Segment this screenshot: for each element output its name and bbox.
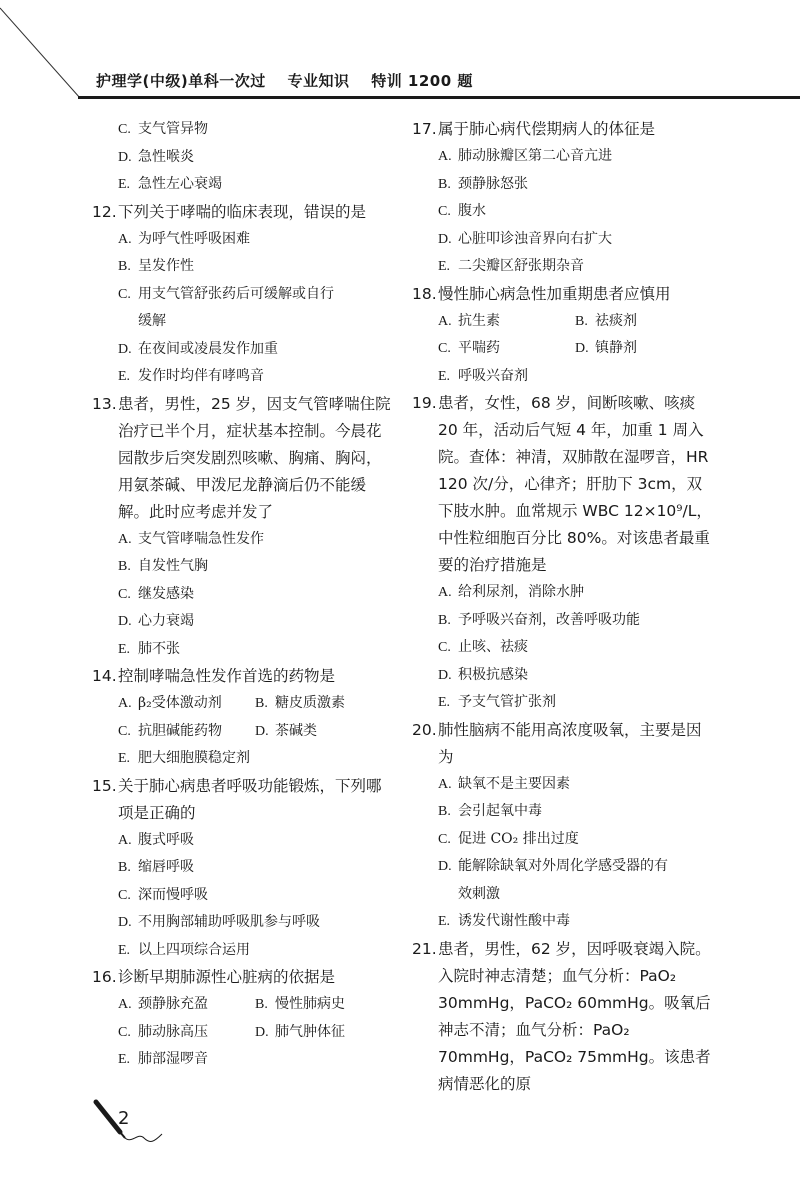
option-letter: B. (118, 860, 131, 875)
option-text: 急性左心衰竭 (138, 176, 222, 192)
option-text: 肺动脉瓣区第二心音亢进 (458, 148, 612, 164)
option-text: 腹水 (458, 203, 486, 219)
option-text: 用支气管舒张药后可缓解或自行 (138, 285, 334, 302)
question-number: 15. (92, 776, 117, 795)
header-subtitle-2: 特训 1200 题 (371, 72, 473, 90)
book-title: 护理学(中级)单科一次过 (96, 72, 266, 90)
question-number: 12. (92, 202, 117, 221)
option-text: 自发性气胸 (138, 558, 208, 574)
question-stem: 下列关于哮喘的临床表现，错误的是 (118, 202, 367, 221)
option-text: 止咳、祛痰 (458, 639, 528, 655)
option-letter: C. (118, 286, 131, 302)
option-text: β₂受体激动剂 (138, 695, 222, 711)
option-letter: E. (118, 942, 131, 958)
option-letter: D. (255, 723, 269, 739)
question-stem: 关于肺心病患者呼吸功能锻炼，下列哪项是正确的 (118, 776, 382, 822)
option-text: 祛痰剂 (595, 312, 637, 329)
option-letter: B. (438, 612, 451, 628)
option-text: 诱发代谢性酸中毒 (458, 913, 570, 929)
option-letter: B. (255, 696, 268, 711)
option-text: 抗生素 (458, 312, 500, 329)
option-letter: A. (118, 696, 132, 711)
option-text: 为呼气性呼吸困难 (138, 230, 250, 247)
option-letter: A. (118, 997, 132, 1012)
option-text-continued: 缓解 (138, 313, 166, 329)
running-header (96, 70, 489, 91)
option-text-continued: 效刺激 (458, 885, 500, 902)
option-text: 能解除缺氧对外周化学感受器的有 (458, 858, 668, 874)
option-letter: B. (118, 559, 131, 574)
option-text: 肺气肿体征 (275, 1023, 345, 1040)
option-letter: D. (118, 341, 132, 357)
option-letter: C. (118, 586, 131, 602)
option-letter: E. (438, 259, 451, 274)
question-stem: 患者，男性，25 岁，因支气管哮喘住院治疗已半个月，症状基本控制。今晨花园散步后突发剧烈咳嗽、胸痛、胸闷，用氨茶碱、甲泼尼龙静滴后仍不能缓解。此时应考虑并发了 (118, 394, 391, 521)
option-letter: C. (438, 341, 451, 356)
option-letter: B. (118, 259, 131, 274)
option-letter: D. (255, 1024, 269, 1040)
question-stem: 慢性肺心病急性加重期患者应慎用 (438, 284, 671, 303)
option-letter: E. (438, 914, 451, 929)
option-text: 以上四项综合运用 (138, 941, 250, 958)
option-letter: C. (118, 122, 131, 137)
option-text: 不用胸部辅助呼吸肌参与呼吸 (138, 914, 320, 930)
question-number: 13. (92, 394, 117, 413)
option-letter: B. (255, 997, 268, 1012)
pen-icon (92, 1098, 172, 1148)
page-number: 2 (118, 1108, 130, 1129)
option-text: 给利尿剂，消除水肿 (458, 584, 584, 600)
question-18 (412, 281, 712, 308)
option-text: 颈静脉充盈 (138, 996, 208, 1012)
header-subtitle-1: 专业知识 (287, 72, 350, 90)
option-text: 支气管异物 (138, 121, 208, 137)
option-letter: D. (575, 341, 589, 356)
option-letter: E. (118, 369, 131, 384)
option-letter: B. (575, 313, 588, 329)
option-letter: D. (438, 859, 452, 874)
option-letter: C. (438, 831, 451, 847)
option-text: 二尖瓣区舒张期杂音 (458, 258, 584, 274)
question-21 (412, 936, 712, 1098)
question-number: 17. (412, 120, 437, 138)
option-letter: D. (118, 149, 132, 165)
option-text: 心力衰竭 (138, 613, 194, 629)
option-letter: E. (118, 1052, 131, 1067)
option-text: 茶碱类 (275, 722, 317, 739)
option-text: 呈发作性 (138, 258, 194, 274)
option-letter: C. (438, 640, 451, 655)
option-text: 呼吸兴奋剂 (458, 367, 528, 384)
option-text: 急性喉炎 (138, 148, 194, 165)
option-text: 颈静脉怒张 (458, 175, 528, 192)
question-19 (412, 390, 712, 579)
option-letter: E. (118, 751, 131, 766)
option-text: 予呼吸兴奋剂，改善呼吸功能 (458, 611, 640, 628)
option-text: 在夜间或凌晨发作加重 (138, 340, 278, 357)
option-text: 深而慢呼吸 (138, 886, 208, 903)
option-text: 予支气管扩张剂 (458, 694, 556, 710)
option-text: 缩唇呼吸 (138, 859, 194, 875)
option-letter: C. (118, 1024, 131, 1040)
question-16 (92, 964, 392, 991)
option-text: 镇静剂 (595, 340, 637, 356)
question-number: 16. (92, 968, 117, 986)
option-letter: A. (118, 231, 132, 247)
option-text: 抗胆碱能药物 (138, 722, 222, 739)
question-number: 20. (412, 720, 437, 739)
option-letter: A. (438, 585, 452, 600)
option-text: 腹式呼吸 (138, 831, 194, 848)
question-20 (412, 717, 712, 771)
question-stem: 患者，女性，68 岁，间断咳嗽、咳痰 20 年，活动后气短 4 年，加重 1 周入院。查体：神清，双肺散在湿啰音，HR 120 次/分，心律齐；肝肋下 3cm，双下肢水肿。血常规示 WBC 12×10⁹/L，中性粒细胞百分比 80%。对该患者最重要的治疗措施是 (438, 394, 712, 574)
option-letter: D. (438, 667, 452, 683)
option-letter: D. (438, 231, 452, 247)
right-column (412, 116, 712, 1098)
option-text: 缺氧不是主要因素 (458, 775, 570, 792)
question-number: 21. (412, 939, 437, 958)
question-13 (92, 391, 392, 526)
option-letter: D. (118, 614, 132, 629)
option-text: 肺部湿啰音 (138, 1051, 208, 1067)
left-column (92, 116, 392, 1074)
option-text: 平喘药 (458, 340, 500, 356)
question-stem: 诊断早期肺源性心脏病的依据是 (118, 968, 336, 986)
option-letter: E. (118, 177, 131, 192)
option-letter: C. (438, 204, 451, 219)
option-letter: C. (118, 887, 131, 903)
option-text: 肺不张 (138, 640, 180, 657)
option-text: 慢性肺病史 (275, 996, 345, 1012)
header-rule (78, 96, 800, 99)
option-letter: E. (438, 368, 451, 384)
option-letter: A. (118, 531, 132, 547)
option-text: 促进 CO₂ 排出过度 (458, 830, 579, 847)
option-text: 发作时均伴有哮鸣音 (138, 368, 264, 384)
question-number: 14. (92, 667, 117, 685)
option-text: 肺动脉高压 (138, 1023, 208, 1040)
option-letter: E. (118, 641, 131, 657)
option-letter: A. (438, 776, 452, 792)
question-number: 19. (412, 394, 437, 412)
question-stem: 控制哮喘急性发作首选的药物是 (118, 667, 336, 685)
option-letter: A. (438, 149, 452, 164)
option-text: 支气管哮喘急性发作 (138, 530, 264, 547)
option-text: 肥大细胞膜稳定剂 (138, 750, 250, 766)
question-stem: 肺性脑病不能用高浓度吸氧，主要是因为 (438, 720, 702, 766)
question-17 (412, 116, 712, 143)
option-letter: A. (438, 313, 452, 329)
question-number: 18. (412, 284, 437, 303)
question-stem: 属于肺心病代偿期病人的体征是 (438, 120, 656, 138)
option-letter: B. (438, 804, 451, 819)
option-letter: C. (118, 723, 131, 739)
option-text: 心脏叩诊浊音界向右扩大 (458, 230, 612, 247)
option-letter: A. (118, 832, 132, 848)
question-14 (92, 663, 392, 690)
option-letter: E. (438, 695, 451, 710)
option-text: 继发感染 (138, 585, 194, 602)
option-text: 糖皮质激素 (275, 695, 345, 711)
question-stem: 患者，男性，62 岁，因呼吸衰竭入院。入院时神志清楚；血气分析：PaO₂ 30mmHg，PaCO₂ 60mmHg。吸氧后神志不清；血气分析：PaO₂ 70mmHg，PaCO₂ 75mmHg。该患者病情恶化的原 (438, 939, 711, 1093)
option-letter: B. (438, 176, 451, 192)
question-15 (92, 773, 392, 827)
option-text: 会引起氧中毒 (458, 803, 542, 819)
question-12 (92, 199, 392, 226)
option-letter: D. (118, 915, 132, 930)
corner-decoration (0, 0, 110, 100)
option-text: 积极抗感染 (458, 666, 528, 683)
